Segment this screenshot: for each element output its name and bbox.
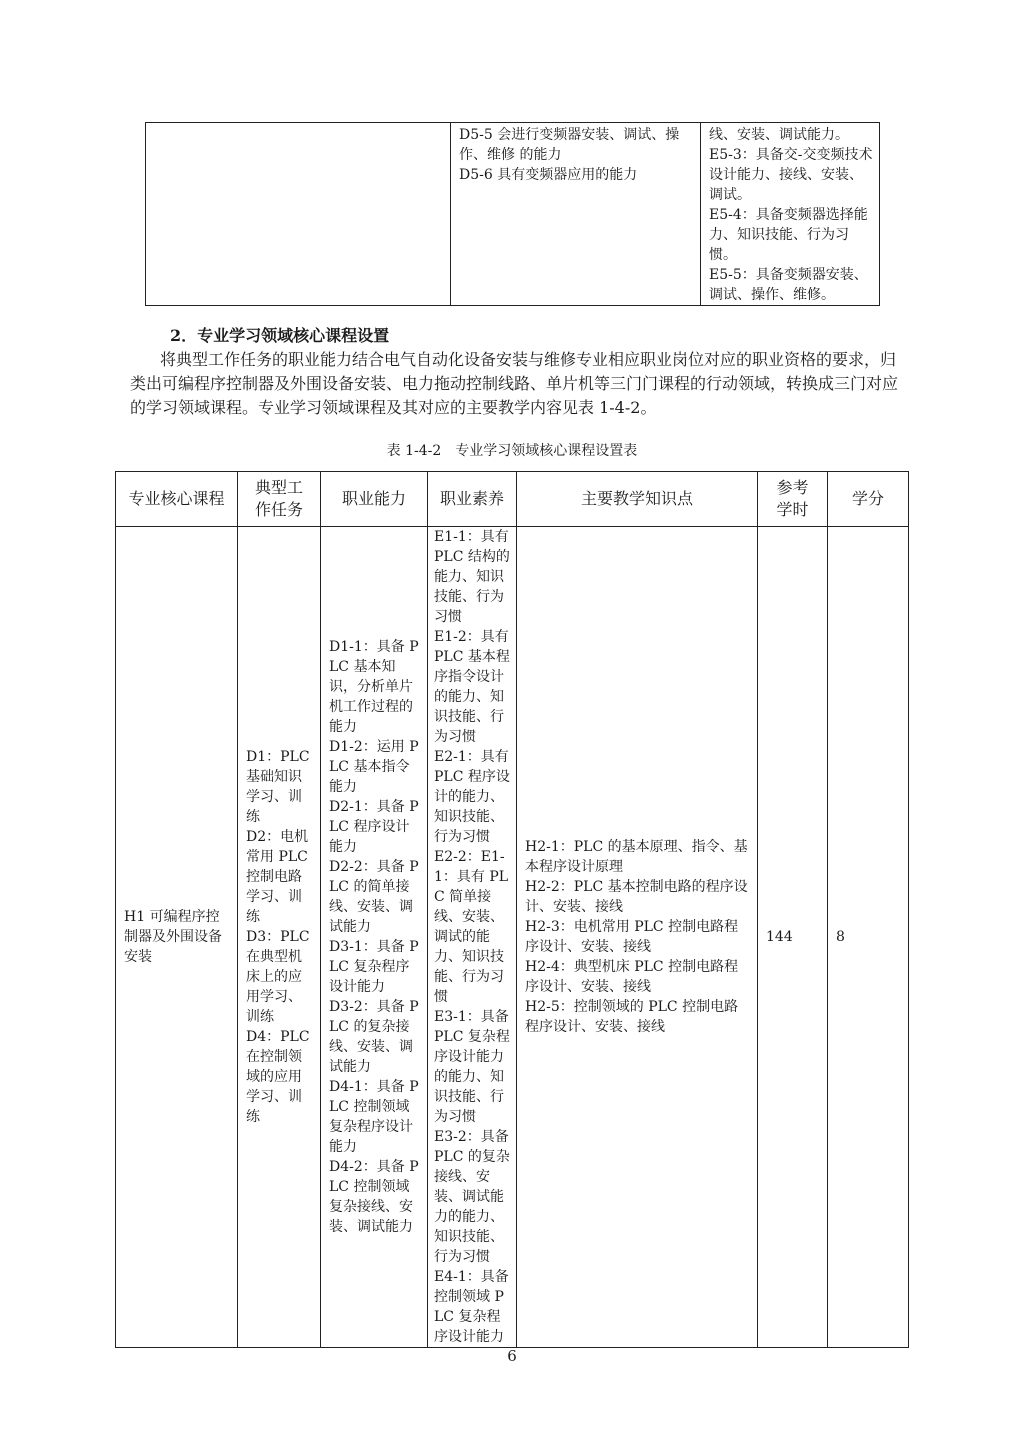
cell-abilities — [321, 527, 428, 1348]
abilities-text: D5-5 会进行变频器安装、调试、操作、维修 的能力 D5-6 具有变频器应用的能力 — [459, 127, 680, 183]
core-course-table — [115, 471, 909, 1348]
qualities-text: 线、安装、调试能力。 E5-3：具备交-交变频技术设计能力、接线、安装、调试。 E5-4：具备变频器选择能力、知识技能、行为习惯。 E5-5：具备变频器安装、调试、操作、维修。 — [709, 127, 873, 303]
knowledge-text: H2-1：PLC 的基本原理、指令、基本程序设计原理 H2-2：PLC 基本控制电路的程序设计、安装、接线 H2-3：电机常用 PLC 控制电路程序设计、安装、接线 H2-4：典型机床 PLC 控制电路程序设计、安装、接线 H2-5：控制领域的 PLC 控制电路程序设计、安装、接线 — [525, 839, 748, 1035]
table-cell-abilities — [451, 123, 701, 306]
header-knowledge: 主要教学知识点 — [517, 472, 758, 527]
cell-knowledge — [517, 527, 758, 1348]
table-cell-qualities — [701, 123, 880, 306]
header-course: 专业核心课程 — [116, 472, 238, 527]
abilities-text: D1-1：具备 PLC 基本知识，分析单片机工作过程的能力 D1-2：运用 PLC 基本指令能力 D2-1：具备 PLC 程序设计能力 D2-2：具备 PLC 的简单接线、安装、调试能力 D3-1：具备 PLC 复杂程序设计能力 D3-2：具备 PLC 的复杂接线、安装、调试能力 D4-1：具备 PLC 控制领域复杂程序设计能力 D4-2：具备 PLC 控制领域复杂接线、安装、调试能力 — [329, 639, 419, 1235]
cell-hours — [758, 527, 828, 1348]
cell-qualities — [428, 527, 517, 1348]
section-heading: 2．专业学习领域核心课程设置 — [170, 326, 390, 345]
table-row — [146, 123, 880, 306]
table-caption: 表 1-4-2 专业学习领域核心课程设置表 — [386, 443, 638, 459]
section-paragraph: 将典型工作任务的职业能力结合电气自动化设备安装与维修专业相应职业岗位对应的职业资格的要求，归类出可编程序控制器及外围设备安装、电力拖动控制线路、单片机等三门门课程的行动领域，转换成三门对应的学习领域课程。专业学习领域课程及其对应的主要教学内容见表 1-4-2。 — [130, 350, 899, 417]
qualities-text: E1-1：具有 PLC 结构的能力、知识技能、行为习惯 E1-2：具有 PLC 基本程序指令设计的能力、知识技能、行为习惯 E2-1：具有 PLC 程序设计的能力、知识技能、行为习惯 E2-2：E1-1：具有 PLC 简单接线、安装、调试的能力、知识技能、行为习惯 E3-1：具备 PLC 复杂程序设计能力的能力、知识技能、行为习惯 E3-2：具备 PLC 的复杂接线、安装、调试能力的能力、知识技能、行为习惯 E4-1：具备控制领域 PLC 复杂程序设计能力 — [434, 529, 510, 1345]
cell-course — [116, 527, 238, 1348]
tasks-text: D1：PLC 基础知识学习、训练 D2：电机常用 PLC 控制电路学习、训练 D3：PLC 在典型机床上的应用学习、训练 D4：PLC 在控制领域的应用学习、训练 — [246, 749, 310, 1125]
cell-tasks — [238, 527, 321, 1348]
continuation-table — [145, 122, 880, 306]
cell-credits — [828, 527, 909, 1348]
table-header-row — [116, 472, 909, 527]
header-credits: 学分 — [828, 472, 909, 527]
header-tasks: 典型工 作任务 — [238, 472, 321, 527]
hours-value: 144 — [766, 929, 793, 945]
header-hours: 参考 学时 — [758, 472, 828, 527]
course-name: H1 可编程序控制器及外围设备安装 — [124, 909, 222, 965]
header-ability: 职业能力 — [321, 472, 428, 527]
page-number: 6 — [507, 1347, 517, 1365]
table-cell-empty — [146, 123, 451, 306]
table-row — [116, 527, 909, 1348]
header-quality: 职业素养 — [428, 472, 517, 527]
credits-value: 8 — [836, 929, 845, 945]
